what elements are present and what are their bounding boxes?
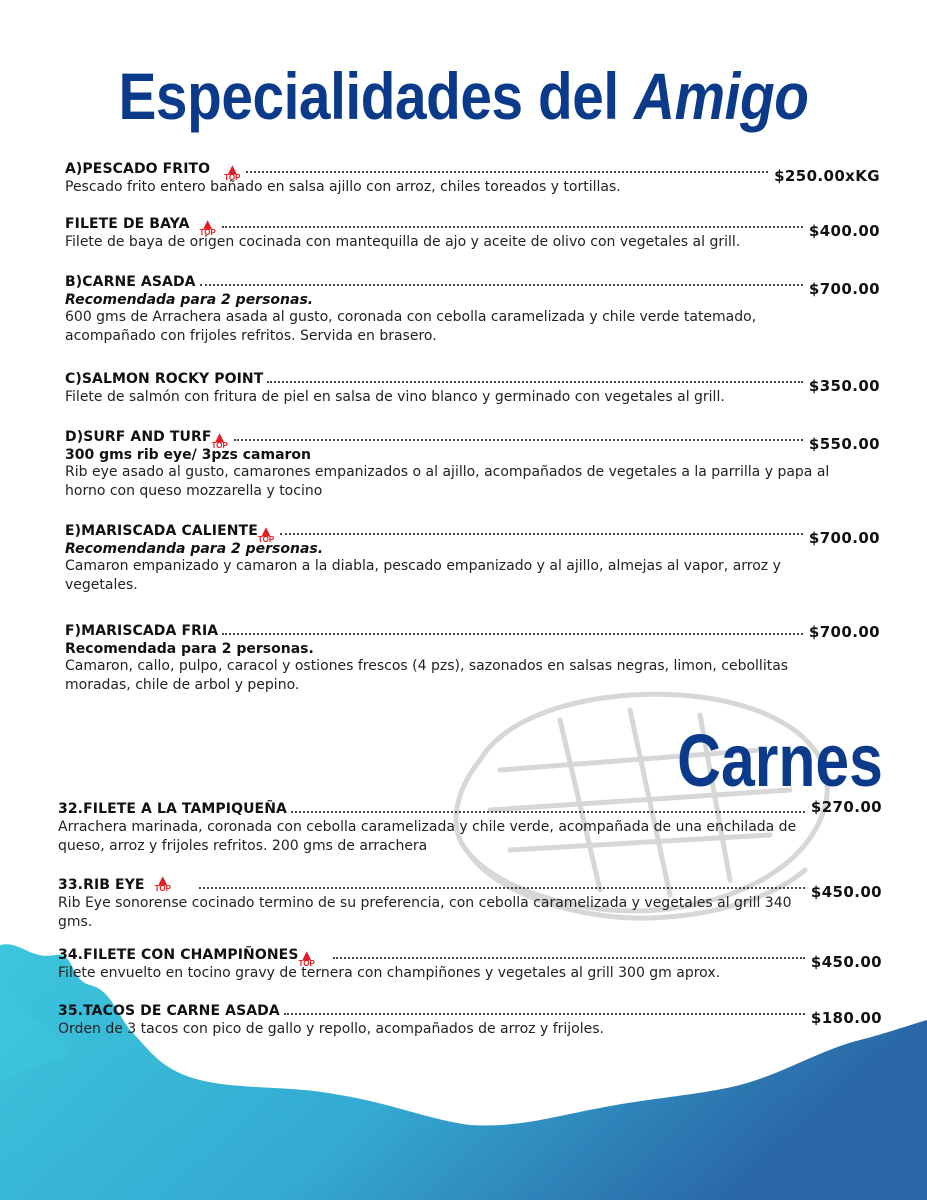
item-name: D)SURF AND TURF: [65, 429, 212, 445]
item-name: A)PESCADO FRITO: [65, 161, 211, 177]
leader-dots: [199, 887, 805, 889]
item-note: Recomendanda para 2 personas.: [65, 541, 324, 557]
up-arrow-icon: ▲: [203, 216, 213, 231]
item-price: $400.00: [808, 222, 880, 240]
leader-dots: [234, 439, 803, 441]
leader-dots: [291, 811, 805, 813]
item-price: $450.00: [810, 883, 882, 901]
top-badge: ▲ TOP: [211, 429, 228, 450]
item-description: Rib eye asado al gusto, camarones empanizados o al ajillo, acompañados de vegetales a la parrilla y papa al horno con queso mozzarella y tocino: [65, 464, 830, 499]
item-price: $350.00: [808, 377, 880, 395]
up-arrow-icon: ▲: [215, 429, 225, 444]
top-badge: ▲ TOP: [154, 872, 171, 893]
page-title-emphasis: Amigo: [634, 59, 809, 133]
item-description: Arrachera marinada, coronada con cebolla caramelizada y chile verde, acompañada de una enchilada de queso, arroz y frijoles refritos. 200 gms de arrachera: [58, 819, 797, 854]
leader-dots: [280, 533, 803, 535]
up-arrow-icon: ▲: [158, 872, 168, 887]
item-name: C)SALMON ROCKY POINT: [65, 371, 264, 387]
item-price: $700.00: [808, 280, 880, 298]
leader-dots: [200, 284, 803, 286]
item-name: 35.TACOS DE CARNE ASADA: [58, 1003, 280, 1019]
item-note: Recomendada para 2 personas.: [65, 641, 314, 657]
up-arrow-icon: ▲: [261, 523, 271, 538]
menu-item: [58, 1002, 882, 1039]
item-price: $270.00: [810, 798, 882, 816]
item-name: 34.FILETE CON CHAMPIÑONES: [58, 947, 299, 963]
item-name: F)MARISCADA FRIA: [65, 623, 219, 639]
up-arrow-icon: ▲: [227, 161, 237, 176]
item-price: $180.00: [810, 1009, 882, 1027]
item-description: Filete de baya de origen cocinada con mantequilla de ajo y aceite de olivo con vegetales al grill.: [65, 234, 741, 250]
up-arrow-icon: ▲: [302, 947, 312, 962]
item-name: FILETE DE BAYA: [65, 216, 190, 232]
leader-dots: [333, 957, 805, 959]
item-description: Camaron, callo, pulpo, caracol y ostiones frescos (4 pzs), sazonados en salsas negras, limon, cebollitas moradas, chile de arbol y pepino.: [65, 658, 789, 693]
top-badge: ▲ TOP: [224, 161, 241, 182]
page-title: [65, 58, 862, 134]
item-name: E)MARISCADA CALIENTE: [65, 523, 258, 539]
item-name: B)CARNE ASADA: [65, 274, 196, 290]
menu-item: [58, 872, 882, 932]
menu-item: [65, 273, 880, 346]
item-price: $550.00: [808, 435, 880, 453]
item-note: 300 gms rib eye/ 3pzs camaron: [65, 447, 312, 463]
top-badge: ▲ TOP: [199, 216, 216, 237]
item-description: Pescado frito entero bañado en salsa ajillo con arroz, chiles toreados y tortillas.: [65, 179, 621, 195]
item-description: Rib Eye sonorense cocinado termino de su preferencia, con cebolla caramelizada y vegetales al grill 340 gms.: [58, 895, 792, 930]
item-note: Recomendada para 2 personas.: [65, 292, 314, 308]
menu-item: [65, 622, 880, 695]
menu-item: [65, 215, 880, 252]
page-title-main: Especialidades del: [118, 59, 619, 133]
item-description: Filete de salmón con fritura de piel en salsa de vino blanco y germinado con vegetales al grill.: [65, 389, 725, 405]
item-description: Camaron empanizado y camaron a la diabla, pescado empanizado y al ajillo, almejas al vapor, arroz y vegetales.: [65, 558, 781, 593]
item-name: 32.FILETE A LA TAMPIQUEÑA: [58, 801, 287, 817]
leader-dots: [222, 226, 803, 228]
menu-item: [65, 428, 880, 501]
item-price: $700.00: [808, 623, 880, 641]
top-badge: ▲ TOP: [298, 947, 315, 968]
section-title-carnes: Carnes: [677, 719, 883, 802]
menu-item: [65, 522, 880, 595]
item-price: $250.00xKG: [774, 167, 880, 185]
menu-item: [58, 800, 882, 856]
leader-dots: [222, 633, 803, 635]
leader-dots: [267, 381, 802, 383]
top-badge: ▲ TOP: [257, 523, 275, 544]
item-name: 33.RIB EYE: [58, 877, 145, 893]
item-description: 600 gms de Arrachera asada al gusto, coronada con cebolla caramelizada y chile verde tatemado, acompañado con frijoles refritos. Servida en brasero.: [65, 309, 757, 344]
item-price: $700.00: [808, 529, 880, 547]
leader-dots: [284, 1013, 805, 1015]
item-description: Orden de 3 tacos con pico de gallo y repollo, acompañados de arroz y frijoles.: [58, 1021, 604, 1037]
menu-item: [65, 370, 880, 407]
item-price: $450.00: [810, 953, 882, 971]
menu-item: [58, 946, 882, 983]
menu-item: [65, 160, 880, 197]
item-description: Filete envuelto en tocino gravy de ternera con champiñones y vegetales al grill 300 gm aprox.: [58, 965, 721, 981]
leader-dots: [246, 171, 768, 173]
